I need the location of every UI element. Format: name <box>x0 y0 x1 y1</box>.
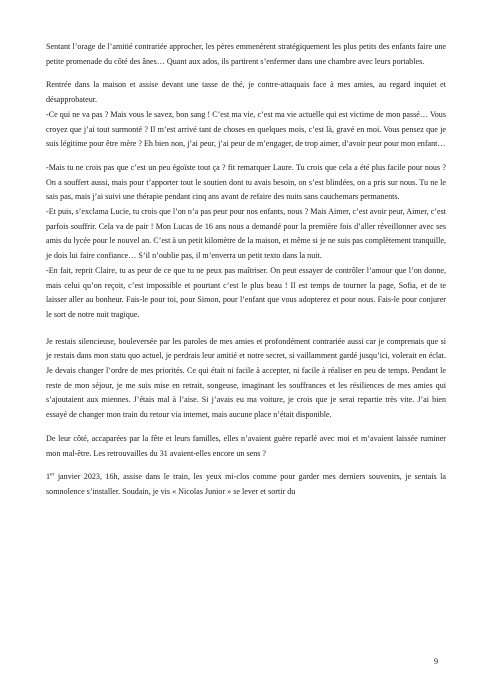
paragraph: De leur côté, accaparées par la fête et leurs familles, elles n’avaient guère reparlé avec moi et m’avaient laissée ruminer mon mal-être. Les retrouvailles du 31 avaient-elles encore un sens ? <box>46 433 446 458</box>
dialogue-paragraph: -En fait, reprit Claire, tu as peur de ce que tu ne peux pas maîtriser. On peut essayer de contrôler l’amour que l’on donne, mais celui qu’on reçoit, c’est impossible et pourtant c’est le plus beau ! Il est temps de tourner la page, Sofia, et de te laisser aller au bonheur. Fais-le pour toi, pour Simon, pour l’enfant que vous adopterez et pour nous. Fais-le pour conjurer le sort de notre nuit tragique. <box>46 265 446 319</box>
date-day-suffix: er <box>50 471 55 478</box>
date-day: 1 <box>46 472 51 482</box>
paragraph-text: janvier 2023, 16h, assise dans le train, les yeux mi-clos comme pour garder mes derniers souvenirs, je sentais la somnolence s’installer. Soudain, je vis « Nicolas Junior » se lever et sortir du <box>46 472 446 496</box>
dialogue-paragraph: -Mais tu ne crois pas que c’est un peu égoïste tout ça ? fit remarquer Laure. Tu crois que cela a été plus facile pour nous ? On a souffert aussi, mais pour t’apporter tout le soutien dont tu avais besoin, on s’est blindées, on a pris sur nous. Tu ne le sais pas, mais j’ai suivi une thérapie pendant cinq ans avant de refaire des nuits sans cauchemars permanents. <box>46 162 446 202</box>
paragraph <box>46 470 446 499</box>
paragraph: Je restais silencieuse, bouleversée par les paroles de mes amies et profondément contrariée aussi car je comprenais que si je restais dans mon statu quo actuel, je perdrais leur amitié et notre secret, si vaillamment gardé jusqu’ici, volerait en éclat. Je devais changer l’ordre de mes priorités. Ce qui était ni facile à accepter, ni facile à réaliser en peu de temps. Pendant le reste de mon séjour, je me suis mise en retrait, songeuse, imaginant les souffrances et les résiliences de mes amies qui s’ajoutaient aux miennes. J’étais mal à l’aise. Si j’avais eu ma voiture, je crois que je serai repartie très vite. J’ai bien essayé de changer mon train du retour via internet, mais aucune place n’était disponible. <box>46 336 446 420</box>
dialogue-paragraph: -Et puis, s’exclama Lucie, tu crois que l’on n’a pas peur pour nos enfants, nous ? Mais Aimer, c’est avoir peur, Aimer, c’est parfois souffrir. Cela va de pair ! Mon Lucas de 16 ans nous a demandé pour la première fois d’aller réveillonner avec ses amis du lycée pour le nouvel an. C’est à un petit kilomètre de la maison, et même si je ne suis pas complètement tranquille, je dois lui faire confiance… S’il n’oublie pas, il m’enverra un petit texto dans la nuit. <box>46 207 446 261</box>
dialogue-paragraph: -Ce qui ne va pas ? Mais vous le savez, bon sang ! C’est ma vie, c’est ma vie actuelle qui est victime de mon passé… Vous croyez que j’ai tout surmonté ? Il m’est arrivé tant de choses en quelques mois, c’est là, gravé en moi. Vous pensez que je suis légitime pour être mère ? Eh bien non, j’ai peur, j’ai peur de m’engager, de trop aimer, d’avoir peur pour mon enfant… <box>46 109 446 149</box>
page-number: 9 <box>433 657 438 666</box>
body-text <box>46 40 446 500</box>
paragraph: Sentant l’orage de l’amitié contrariée approcher, les pères emmenèrent stratégiquement les plus petits des enfants faire une petite promenade du côté des ânes… Quant aux ados, ils partirent s’enfermer dans une chambre avec leurs portables. <box>46 42 446 66</box>
paragraph: Rentrée dans la maison et assise devant une tasse de thé, je contre-attaquais face à mes amies, au regard inquiet et désapprobateur. <box>46 80 446 105</box>
